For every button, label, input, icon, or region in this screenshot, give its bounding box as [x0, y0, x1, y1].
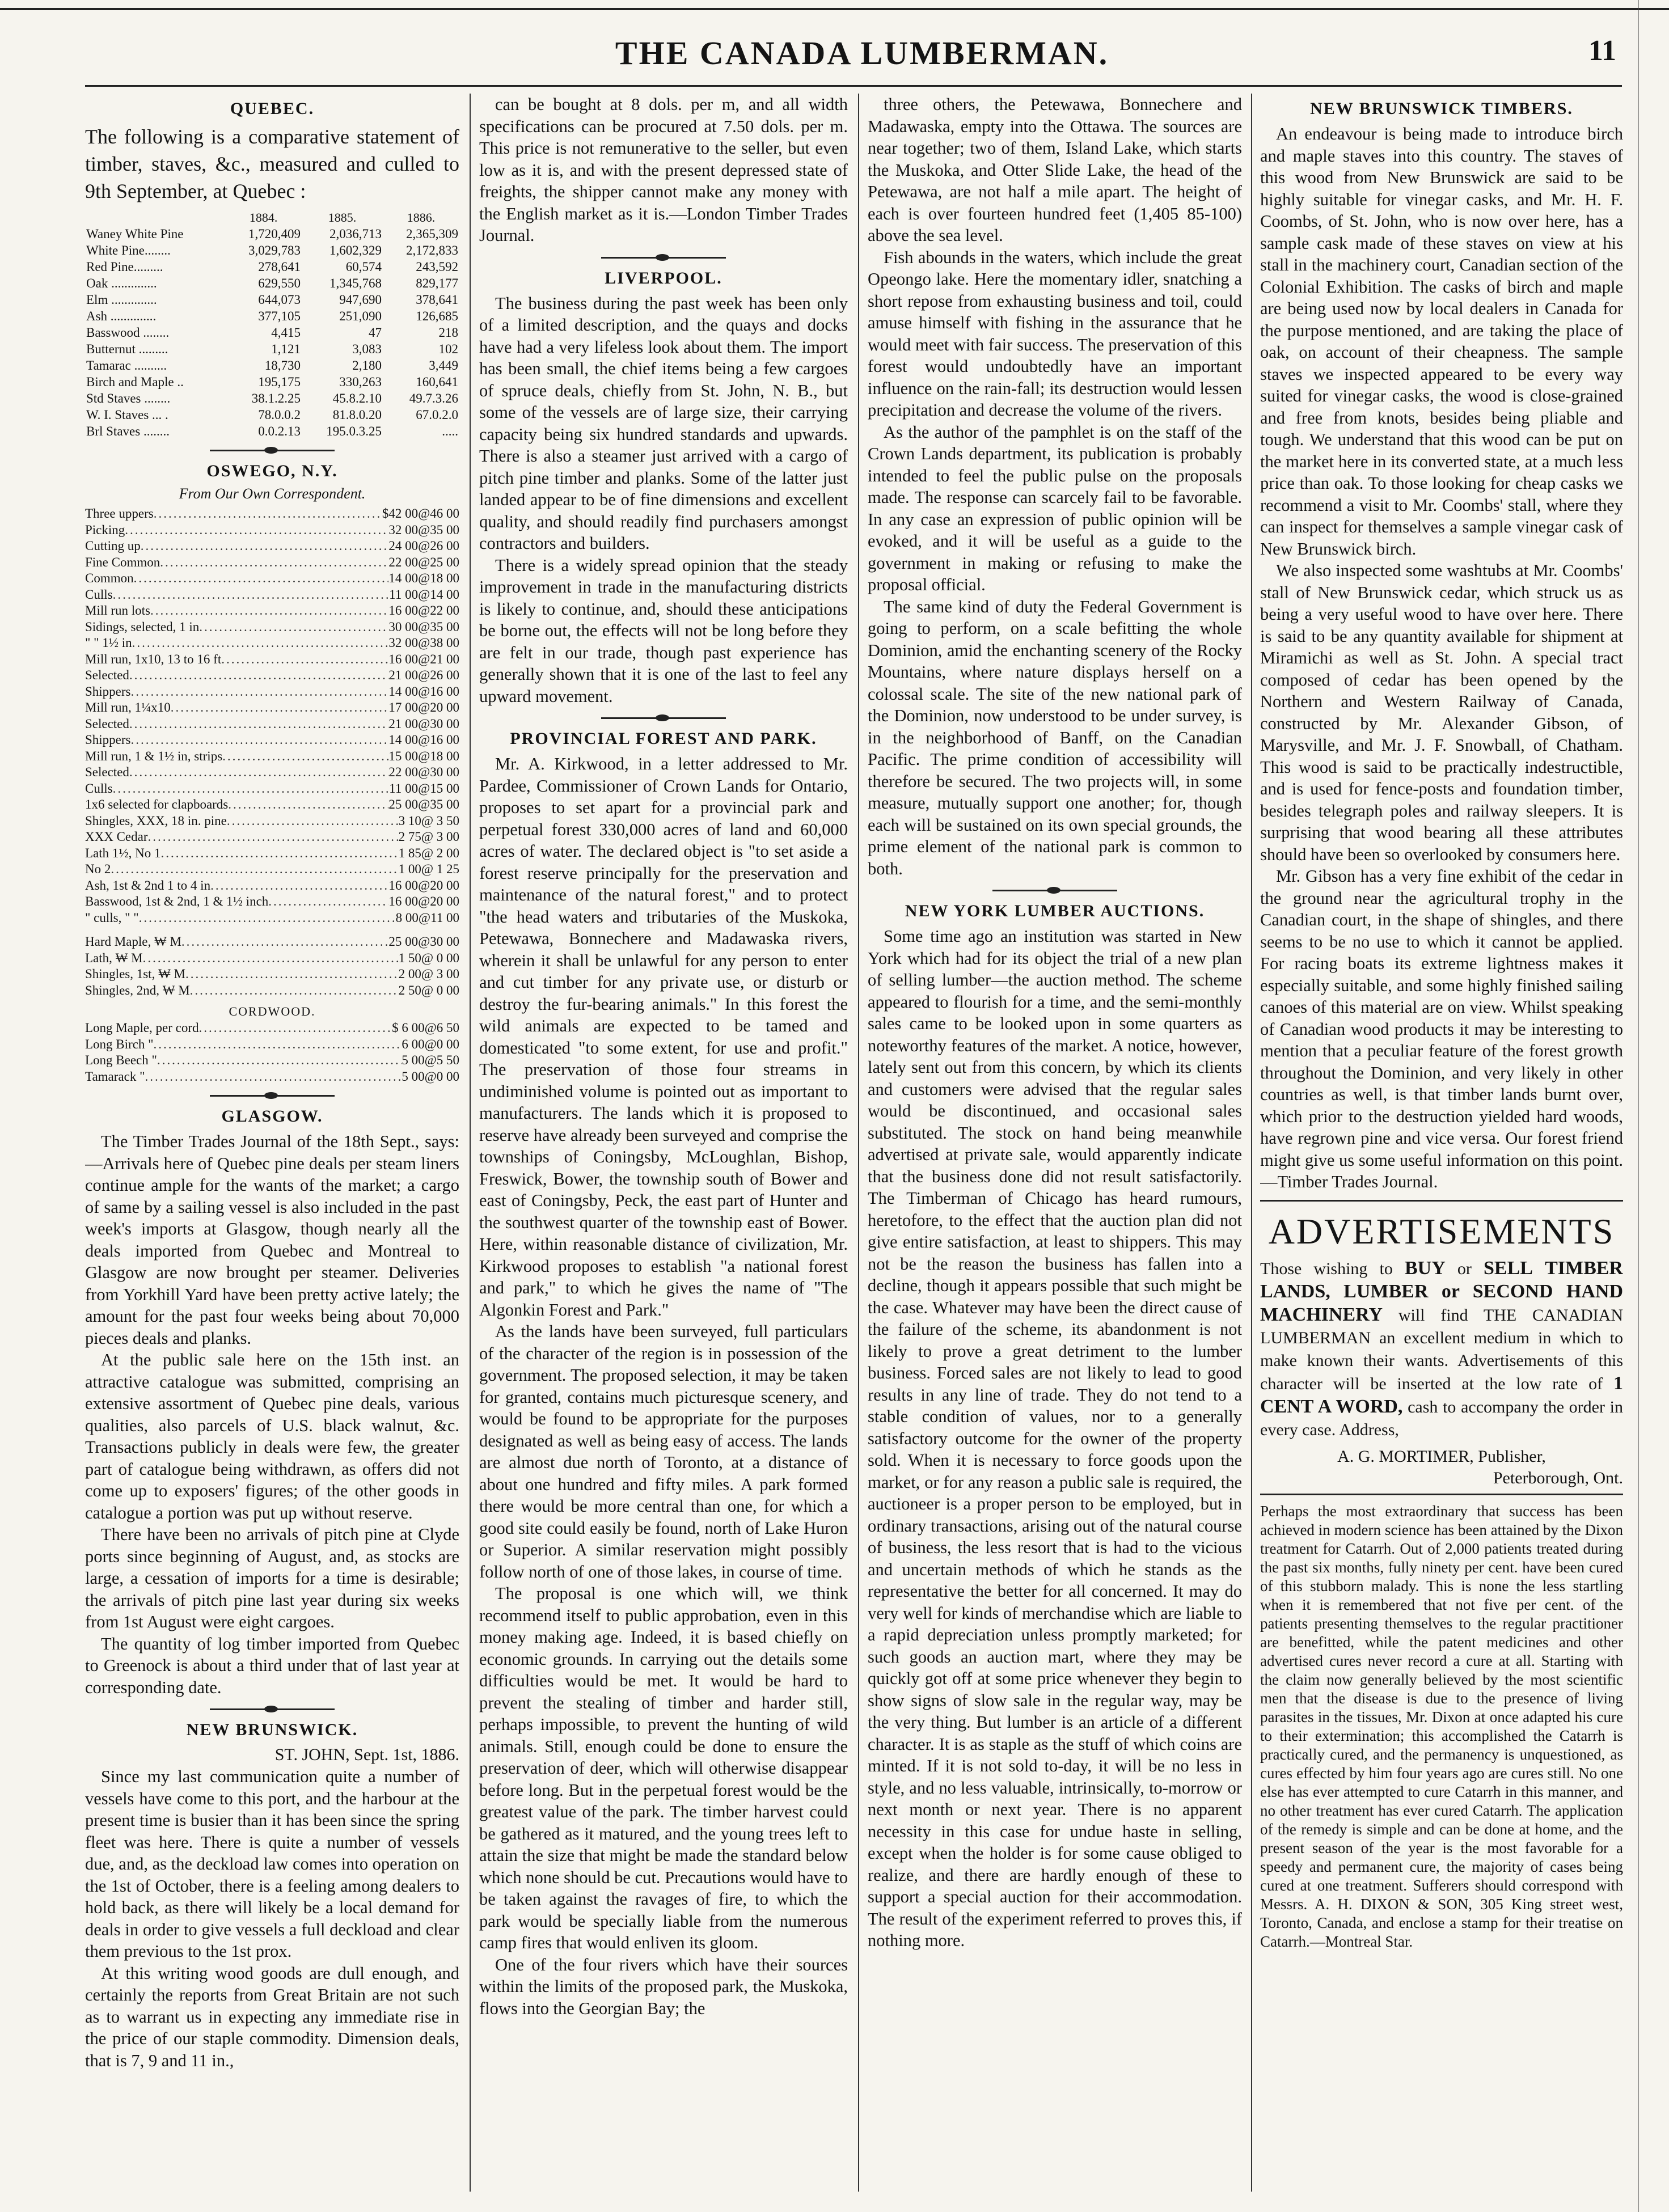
leader-dots	[227, 813, 399, 830]
price-value: 5 00@0 00	[402, 1069, 459, 1084]
new-brunswick-article	[85, 1766, 459, 2071]
section-title-new-brunswick: NEW BRUNSWICK.	[186, 1720, 358, 1739]
leader-dots	[160, 555, 388, 571]
price-item-name: Culls	[85, 781, 113, 796]
leader-dots	[129, 764, 388, 781]
oswego-byline: From Our Own Correspondent.	[179, 485, 366, 502]
page-header	[85, 34, 1639, 85]
timber-quantity: 629,550	[258, 276, 301, 290]
price-row	[85, 570, 459, 587]
quebec-years-row	[85, 209, 459, 226]
price-item-name: Selected	[85, 668, 129, 682]
price-row	[85, 934, 459, 950]
table-row	[85, 226, 459, 242]
price-item-name: Basswood, 1st & 2nd, 1 & 1½ inch	[85, 894, 269, 908]
table-row	[85, 324, 459, 341]
paragraph: Mr. A. Kirkwood, in a letter addressed to Mr. Pardee, Commissioner of Crown Lands for Ontario, proposes to set apart for a provincial park and perpetual forest 330,000 acres of land and 60,000 acres of water. The declared object is "to set aside a forest reserve principally for the preservation and maintenance of the natural forest," and to protect "the head waters and tributaries of the Muskoka, Petewawa, Bonnechere and Madawaska rivers, wherein it shall be unlawful for any person to enter and cut timber for any private use, or disturb or destroy the fur-bearing animals." In this forest the wild animals are expected to be tamed and domesticated "to some extent, for use and profit." The preservation of those four streams in undiminished volume is pointed out as important to manufacturers. The lands which it is proposed to reserve have already been surveyed and comprise the townships of Coningsby, McLoughlan, Bishop, Freswick, Bower, the township south of Bower and east of Coningsby, Peck, the east part of Hunter and the southwest quarter of the township east of Bower. Here, within reasonable distance of civilization, Mr. Kirkwood proposes to establish "a national forest and park," to which he gives the name of "The Algonkin Forest and Park."	[479, 754, 848, 1319]
price-item-name: Mill run, 1¼x10	[85, 700, 171, 714]
section-divider	[210, 1095, 335, 1097]
paragraph: The proposal is one which will, we think recommend itself to public approbation, even in this money making age. Indeed, it is based chiefly on economic grounds. In carrying out the details some difficulties would be met. It would be hard to prevent the stealing of timber and harder still, perhaps impossible, to prevent the hunting of wild animals. Still, enough could be done to ensure the preservation of deer, which will otherwise disappear before long. But in the perpetual forest would be the greatest value of the park. The timber harvest could be gathered as it matured, and the young trees left to attain the size that might be made the standard below which none should be cut. Precautions would have to be taken against the ravages of fire, to which the park would be specially liable from the numerous camp fires that would enliven its gloom.	[479, 1584, 848, 1952]
leader-dots	[143, 950, 399, 967]
paragraph: Since my last communication quite a number of vessels have come to this port, and the harbour at the present time is busier than it has been since the spring fleet was here. There is quite a number of vessels due, and, as the deckload law comes into operation on the 1st of October, there is a feeling among dealers to hold back, as there will likely be a local demand for deals in order to give vessels a full deckload and clear them previous to the 1st prox.	[85, 1767, 459, 1961]
price-value: 1 50@ 0 00	[398, 950, 459, 965]
price-item-name: Long Maple, per cord	[85, 1021, 199, 1035]
price-value: 24 00@26 00	[388, 539, 459, 553]
leader-dots	[181, 934, 388, 950]
publisher-name: A. G. MORTIMER, Publisher,	[1337, 1447, 1546, 1466]
leader-dots	[228, 797, 388, 813]
price-value: 11 00@15 00	[389, 781, 459, 796]
section-title-provincial: PROVINCIAL FOREST AND PARK.	[510, 729, 817, 748]
timber-quantity: 78.0.0.2	[258, 408, 301, 422]
leader-dots	[199, 619, 388, 636]
section-title-liverpool: LIVERPOOL.	[605, 268, 722, 287]
price-item-name: Long Birch "	[85, 1037, 154, 1051]
leader-dots	[161, 845, 399, 862]
column-3	[868, 94, 1242, 2203]
price-row	[85, 894, 459, 910]
price-row	[85, 635, 459, 652]
rate-phrase: 1 CENT A WORD,	[1260, 1372, 1623, 1417]
price-item-name: Shippers	[85, 684, 131, 699]
leader-dots	[131, 684, 389, 700]
price-item-name: Mill run lots	[85, 603, 151, 618]
section-divider	[210, 1708, 335, 1710]
price-row	[85, 684, 459, 700]
price-value: 2 75@ 3 00	[398, 830, 459, 844]
price-item-name: Long Beech "	[85, 1053, 157, 1067]
timber-name: Tamarac ..........	[86, 358, 167, 373]
paragraph: There is a widely spread opinion that the steady improvement in trade in the manufacturing districts is likely to continue, and, should these anticipations be borne out, the effects will not be long before they are felt in our trade, though past experience has generally shown that it is one of the last to feel any upward movement.	[479, 555, 848, 706]
timber-quantity: 67.0.2.0	[416, 408, 458, 422]
column-2	[479, 94, 848, 2203]
price-row	[85, 813, 459, 830]
leader-dots	[141, 538, 389, 555]
price-value: 25 00@35 00	[388, 797, 459, 811]
nb-timbers-article	[1260, 123, 1623, 1193]
price-value: 16 00@22 00	[388, 603, 459, 618]
timber-name: White Pine........	[86, 243, 171, 257]
price-item-name: No 2	[85, 862, 111, 876]
column-divider	[1251, 94, 1252, 2192]
price-value: 14 00@18 00	[388, 571, 459, 585]
paragraph: The business during the past week has been only of a limited description, and the quays and docks have had a very lifeless look about them. The import has been small, the chief items being a few cargoes of spruce deals, chiefly from St. John, N. B., but some of the vessels are of large size, their carrying capacity being six hundred standards and upwards. There is also a steamer just arrived with a cargo of pitch pine timber and planks. Some of the latter just landed appear to be of fine dimensions and excellent quality, and should readily find purchasers amongst contractors and builders.	[479, 293, 848, 553]
price-value: 17 00@20 00	[388, 700, 459, 714]
timber-quantity: 1,345,768	[329, 276, 382, 290]
leader-dots	[129, 716, 388, 733]
timber-quantity: 38.1.2.25	[251, 391, 301, 405]
timber-quantity: 644,073	[258, 293, 301, 307]
price-value: 3 10@ 3 50	[398, 813, 459, 828]
timber-quantity: 3,029,783	[248, 243, 301, 257]
year-header: 1885.	[328, 210, 357, 225]
timber-name: Brl Staves ........	[86, 424, 170, 438]
price-row	[85, 619, 459, 636]
paragraph: Perhaps the most extraordinary that success has been achieved in modern science has been attained by the Dixon treatment for Catarrh. Out of 2,000 patients treated during the past six months, fully ninety per cent. have been cured of this stubborn malady. This is none the less startling when it is remembered that not five per cent. of the patients presenting themselves to the regular practitioner are benefitted, while the patent medicines and other advertised cures never record a cure at all. Starting with the claim now generally believed by the most scientific men that the disease is due to the presence of living parasites in the tissues, Mr. Dixon at once adapted his cure to their extermination; this accomplished the Catarrh is practically cured, and the permanency is unquestioned, as cures effected by him four years ago are cures still. No one else has ever attempted to cure Catarrh in this manner, and no other treatment has ever cured Catarrh. The application of the remedy is simple and can be done at home, and the present season of the year is the most favorable for a speedy and permanent cure, the majority of cases being cured at one treatment. Sufferers should correspond with Messrs. A. H. DIXON & SON, 305 King street west, Toronto, Canada, and enclose a stamp for their treatise on Catarrh.—Montreal Star.	[1260, 1502, 1623, 1950]
leader-dots	[268, 894, 388, 910]
leader-dots	[145, 1069, 402, 1085]
paragraph: As the lands have been surveyed, full particulars of the character of the region is in possession of the government. The proposed selection, it may be taken for granted, contains much picturesque scenery, and would be found to be appropriate for the purposes designated as well as being easy of access. The lands are almost due north of Toronto, at a distance of about one hundred and fifty miles. A park formed there would be more central than one, for which a good site could easily be found, north of Lake Huron or Superior. A similar reservation might possibly follow north of one of those lakes, in course of time.	[479, 1322, 848, 1581]
price-item-name: Three uppers	[85, 506, 154, 521]
table-row	[85, 390, 459, 407]
leader-dots	[139, 910, 396, 927]
paragraph: At this writing wood goods are dull enough, and certainly the reports from Great Britain are not such as to warrant us in expecting any immediate rise in the price of our staple commodity. Dimension deals, that is 7, 9 and 11 in.,	[85, 1963, 459, 2070]
price-value: $ 6 00@6 50	[392, 1021, 459, 1035]
buy-word: BUY	[1405, 1257, 1446, 1279]
leader-dots	[190, 983, 399, 999]
price-item-name: Selected	[85, 716, 129, 731]
section-title-nb-timbers: NEW BRUNSWICK TIMBERS.	[1310, 99, 1573, 118]
price-row	[85, 861, 459, 878]
price-row	[85, 506, 459, 522]
timber-quantity: 218	[438, 325, 458, 340]
price-value: 25 00@30 00	[388, 934, 459, 949]
paragraph: can be bought at 8 dols. per m, and all width specifications can be procured at 7.50 dols. per m. This price is not remunerative to the seller, but even low as it is, and with the present depressed state of freights, the shipper cannot make any money with the English market as it is.—London Timber Trades Journal.	[479, 95, 848, 245]
paragraph: We also inspected some washtubs at Mr. Coombs' stall of New Brunswick cedar, which struck us as being a very useful wood to have over here. There is said to be any quantity available for shipment at Miramichi as well as St. John. A special tract composed of cedar has been opened by the Northern and Western Railway of Canada, constructed by Mr. Alexander Gibson, of Marysville, and Mr. J. F. Snowball, of Chatham. This wood is said to be practically indestructible, and is used for fence-posts and foundation timber, besides telegraph poles and railway sleepers. It is surprising that wood bearing all these attributes should have been so overlooked by consumers here.	[1260, 561, 1623, 864]
leader-dots	[129, 667, 388, 684]
timber-quantity: 947,690	[339, 293, 382, 307]
price-row	[85, 1020, 459, 1037]
table-row	[85, 374, 459, 390]
timber-quantity: 3,083	[352, 342, 382, 356]
paragraph: As the author of the pamphlet is on the staff of the Crown Lands department, its publication is probably intended to feel the public pulse on the proposals made. The response can scarcely fail to be favorable. In any case an expression of public opinion will be evoked, and it will be useful as a guide to the government in making or refusing to make the proposal official.	[868, 422, 1242, 594]
timber-name: Basswood ........	[86, 325, 170, 340]
timber-name: Oak ..............	[86, 276, 157, 290]
timber-quantity: 102	[438, 342, 458, 356]
leader-dots	[148, 829, 399, 845]
price-item-name: Sidings, selected, 1 in	[85, 619, 200, 634]
paragraph: There have been no arrivals of pitch pine at Clyde ports since beginning of August, and, as stocks are large, a cessation of imports for a time is desirable; the arrivals of pitch pine last year during six weeks from 1st August were eight cargoes.	[85, 1525, 459, 1631]
price-row	[85, 878, 459, 894]
leader-dots	[132, 635, 389, 652]
leader-dots	[210, 878, 388, 894]
leader-dots	[171, 700, 389, 716]
dateline: ST. JOHN, Sept. 1st, 1886.	[274, 1745, 459, 1764]
quebec-table	[85, 209, 459, 439]
paragraph: At the public sale here on the 15th inst. an attractive catalogue was submitted, comprising an extensive assortment of Quebec pine deals, various qualities, also parcels of U.S. black walnut, &c. Transactions publicly in deals were few, the greater part of catalogue being withdrawn, as offers did not come up to exposers' figures; of the other goods in catalogue a portion was put up without reserve.	[85, 1350, 459, 1522]
price-value: 1 85@ 2 00	[398, 845, 459, 860]
timber-quantity: 251,090	[339, 309, 382, 323]
price-row	[85, 781, 459, 797]
price-item-name: Lath 1½, No 1	[85, 845, 161, 860]
leader-dots	[221, 652, 388, 668]
paragraph: Some time ago an institution was started in New York which had for its object the trial of a new plan of selling lumber—the auction method. The scheme appeared to flourish for a time, and the semi-monthly sales came to be looked upon in some quarters as noteworthy features of the market. A notice, however, lately sent out from this concern, by which its clients and customers were advised that the regular sales would be discontinued, and occasional sales substituted. The stock on hand being meanwhile advertised at private sale, would apparently indicate that the business done did not result satisfactorily. The Timberman of Chicago has heard rumours, heretofore, to the effect that the auction plan did not give entire satisfaction, at least to shippers. This may not be the reason the business has fallen into a decline, though it appears possible that such might be the case. Whatever may have been the direct cause of the failure of the scheme, its abandonment is not likely to prove a great detriment to the lumber business. Forced sales are not likely to lead to good results in any line of trade. They do not tend to a stable condition of values, nor to a generally satisfactory outcome for the owner of the property sold. When it is necessary to force goods upon the market, or for any reason a public sale is required, the auctioneer is a proper person to be employed, but in ordinary transactions, arising out of the natural course of business, the less resort that is had to the vicious and uncertain methods of which he stands as the representative the better for all concerned. It may do very well for kinds of merchandise which are liable to a rapid depreciation unless promptly marketed; for such goods an auction mart, where they may be quickly got off at some price whenever they begin to show signs of slow sale in the regular way, may be the very thing. But lumber is an article of a different character. It is as staple as the stuff of which coins are minted. If it is not sold to-day, it will be no less in style, and no less valuable, intrinsically, to-morrow or next month or next year. There is no apparent necessity in this case for undue haste in selling, except when the holder is for some cause obliged to realize, and there are hardly enough of these to support a special auction for their accommodation. The result of the experiment referred to proves this, if nothing more.	[868, 927, 1242, 1950]
year-header: 1886.	[407, 210, 436, 225]
section-divider	[210, 450, 335, 451]
price-value: 6 00@0 00	[402, 1037, 459, 1051]
leader-dots	[125, 522, 388, 539]
paragraph: three others, the Petewawa, Bonnechere and Madawaska, empty into the Ottawa. The sources are near together; two of them, Island Lake, which starts the Muskoka, and Otter Slide Lake, the head of the Petewawa, are not half a mile apart. The height of each is over fourteen hundred feet (1,405 85-100) above the sea level.	[868, 95, 1242, 245]
price-row	[85, 652, 459, 668]
price-row	[85, 950, 459, 967]
price-item-name: Lath, ₩ M	[85, 950, 143, 965]
quebec-lead: The following is a comparative statement of timber, staves, &c., measured and culled to 9th September, at Quebec :	[85, 125, 459, 202]
price-item-name: Shingles, 2nd, ₩ M	[85, 983, 190, 997]
price-value: 1 00@ 1 25	[398, 862, 459, 876]
leader-dots	[131, 732, 389, 748]
top-rule	[0, 8, 1669, 10]
price-item-name: Shingles, 1st, ₩ M	[85, 967, 185, 981]
price-row	[85, 732, 459, 748]
timber-quantity: 160,641	[416, 375, 458, 389]
timber-quantity: 81.8.0.20	[332, 408, 382, 422]
timber-quantity: 4,415	[271, 325, 301, 340]
timber-quantity: 0.0.2.13	[258, 424, 301, 438]
price-item-name: Mill run, 1 & 1½ in, strips	[85, 748, 223, 763]
price-value: 2 00@ 3 00	[398, 967, 459, 981]
column-4	[1260, 94, 1623, 2203]
leader-dots	[154, 1037, 402, 1053]
price-item-name: " " 1½ in	[85, 636, 132, 650]
price-value: 11 00@14 00	[389, 587, 459, 602]
timber-quantity: 3,449	[429, 358, 458, 373]
cordwood-heading: CORDWOOD.	[229, 1004, 316, 1018]
price-value: 32 00@38 00	[388, 636, 459, 650]
timber-name: Birch and Maple ..	[86, 375, 184, 389]
price-item-name: Culls	[85, 587, 113, 602]
price-item-name: Cutting up	[85, 539, 141, 553]
timber-lands-phrase: TIMBER LANDS, LUMBER or SECOND HAND MACHINERY	[1260, 1257, 1623, 1325]
price-row	[85, 910, 459, 927]
price-item-name: Picking	[85, 522, 125, 537]
price-item-name: Tamarack "	[85, 1069, 145, 1084]
publisher-location: Peterborough, Ont.	[1493, 1468, 1623, 1487]
price-value: 16 00@20 00	[388, 878, 459, 893]
table-row	[85, 291, 459, 308]
timber-quantity: 377,105	[258, 309, 301, 323]
column-1	[85, 94, 459, 2203]
leader-dots	[185, 966, 399, 983]
price-row	[85, 587, 459, 603]
price-row	[85, 829, 459, 845]
column-divider	[470, 94, 471, 2192]
price-value: 14 00@16 00	[388, 684, 459, 699]
paragraph: The Timber Trades Journal of the 18th Sept., says:—Arrivals here of Quebec pine deals per steam liners continue ample for the wants of the market; a cargo of same by a sailing vessel is also included in the past week's imports at Glasgow, though nearly all the deals imported from Quebec and Montreal to Glasgow are now brought per steamer. Deliveries from Yorkhill Yard have been pretty active lately; the amount for the past four weeks being about 70,000 pieces deals and planks.	[85, 1132, 459, 1348]
continued-article	[479, 94, 848, 247]
price-value: 8 00@11 00	[395, 910, 459, 925]
price-value: 21 00@30 00	[388, 716, 459, 731]
leader-dots	[150, 603, 388, 619]
timber-quantity: 18,730	[264, 358, 301, 373]
paragraph: Mr. Gibson has a very fine exhibit of the cedar in the ground near the agricultural trophy in the Canadian court, in the shape of shingles, and there seems to be no use to which it cannot be applied. For racing boats its extreme lightness makes it especially suitable, and some highly finished sailing canoes of this material are on view. Whilst speaking of Canadian wood products it may be interesting to mention that a peculiar feature of the forest growth throughout the Dominion, and very likely in other countries as well, is that timber lands burnt over, which prior to the destruction yielded hard woods, have regrown pine and vice versa. Our forest friend might give us some useful information on this point.—Timber Trades Journal.	[1260, 866, 1623, 1191]
advertisements-title: ADVERTISEMENTS	[1268, 1211, 1615, 1251]
timber-quantity: 126,685	[416, 309, 458, 323]
paragraph: An endeavour is being made to introduce birch and maple staves into this country. The staves of this wood from New Brunswick are said to be highly suitable for vinegar casks, and Mr. H. F. Coombs, of St. John, who is now over here, has a sample cask made of these staves on view at his stall in the machinery court, Canadian section of the Colonial Exhibition. The casks of birch and maple are being used now by local dealers in Canada for the purpose mentioned, and are taking the place of oak, on account of their cheapness. The sample staves we inspected appeared to be every way suited for vinegar casks, the wood is close-grained and free from knots, besides being pliable and tough. We understand that this wood can be put on the market here in its converted state, at a much less price than oak. To those looking for cheap casks we recommend a visit to Mr. Coombs' stall, where they can inspect for themselves a sample vinegar cask of New Brunswick birch.	[1260, 124, 1623, 559]
timber-quantity: 378,641	[416, 293, 458, 307]
price-item-name: Ash, 1st & 2nd 1 to 4 in	[85, 878, 211, 893]
page-number: 11	[1588, 35, 1616, 67]
scan-edge	[1638, 0, 1639, 2212]
timber-quantity: 45.8.2.10	[332, 391, 382, 405]
timber-quantity: 47	[369, 325, 382, 340]
timber-quantity: 1,602,329	[329, 243, 382, 257]
table-row	[85, 275, 459, 291]
section-divider	[601, 257, 726, 259]
price-row	[85, 1037, 459, 1053]
timber-quantity: 278,641	[258, 260, 301, 274]
year-header: 1884.	[249, 210, 278, 225]
leader-dots	[154, 506, 382, 522]
section-title-oswego: OSWEGO, N.Y.	[206, 462, 338, 480]
advertisement-text: Those wishing to BUY or SELL TIMBER LANDS, LUMBER or SECOND HAND MACHINERY will find THE CANADIAN LUMBERMAN an excellent medium in which to make known their wants. Advertisements of this character will be inserted at the low rate of 1 CENT A WORD, cash to accompany the order in every case. Address,	[1260, 1257, 1623, 1439]
price-row	[85, 966, 459, 983]
price-value: 14 00@16 00	[388, 733, 459, 747]
paragraph: Fish abounds in the waters, which include the great Opeongo lake. Here the momentary idler, snatching a short repose from exhausting business and toil, could amuse himself with fishing in the assurance that he would meet with fair success. The preservation of this forest would undoubtedly have an important influence on the rain-fall; its destruction would lessen precipitation and decrease the volume of the rivers.	[868, 247, 1242, 420]
leader-dots	[134, 570, 389, 587]
table-row	[85, 423, 459, 439]
price-row	[85, 797, 459, 813]
oswego-price-list-2	[85, 934, 459, 999]
timber-quantity: 829,177	[416, 276, 458, 290]
price-value: 21 00@26 00	[388, 668, 459, 682]
cordwood-price-list	[85, 1020, 459, 1085]
timber-quantity: 2,172,833	[406, 243, 458, 257]
timber-name: Ash ..............	[86, 309, 157, 323]
provincial-article	[479, 753, 848, 2019]
price-value: 22 00@25 00	[388, 555, 459, 569]
timber-quantity: 1,121	[271, 342, 301, 356]
timber-quantity: 195.0.3.25	[326, 424, 382, 438]
timber-quantity: 1,720,409	[248, 227, 301, 241]
timber-quantity: 243,592	[416, 260, 458, 274]
price-value: 32 00@35 00	[388, 522, 459, 537]
leader-dots	[111, 861, 398, 878]
section-title-glasgow: GLASGOW.	[221, 1107, 323, 1126]
timber-name: Elm ..............	[86, 293, 157, 307]
timber-quantity: 2,180	[352, 358, 382, 373]
table-row	[85, 341, 459, 357]
price-item-name: 1x6 selected for clapboards	[85, 797, 229, 811]
price-item-name: " culls, " "	[85, 910, 139, 925]
paragraph: The same kind of duty the Federal Government is going to perform, on a scale befitting the whole Dominion, amid the enchanting scenery of the Rocky Mountains, where nature displays herself on a colossal scale. The site of the new national park of the Dominion, now understood to be under survey, is in the neighborhood of Banff, on the Canadian Pacific. The prime condition of accessibility will therefore be secured. The two projects will, in some measure, mutually support one another; for, though each will be sustained on its own special grounds, the prime element of the national park is common to both.	[868, 597, 1242, 878]
price-value: $42 00@46 00	[382, 506, 459, 521]
price-row	[85, 700, 459, 716]
timber-quantity: .....	[442, 424, 458, 438]
leader-dots	[113, 587, 390, 603]
section-title-quebec: QUEBEC.	[230, 99, 315, 118]
price-value: 2 50@ 0 00	[398, 983, 459, 997]
price-item-name: Shingles, XXX, 18 in. pine	[85, 813, 227, 828]
price-value: 15 00@18 00	[388, 748, 459, 763]
paragraph: The quantity of log timber imported from Quebec to Greenock is about a third under that of last year at corresponding date.	[85, 1634, 459, 1697]
timber-quantity: 2,365,309	[406, 227, 458, 241]
glasgow-article	[85, 1131, 459, 1698]
price-row	[85, 522, 459, 539]
price-value: 30 00@35 00	[388, 619, 459, 634]
price-row	[85, 764, 459, 781]
table-row	[85, 357, 459, 374]
ny-auctions-article	[868, 925, 1242, 1952]
price-item-name: Hard Maple, ₩ M	[85, 934, 181, 949]
price-row	[85, 603, 459, 619]
catarrh-notice	[1260, 1502, 1623, 1951]
price-item-name: Mill run, 1x10, 13 to 16 ft	[85, 652, 222, 666]
price-item-name: Common	[85, 571, 134, 585]
liverpool-article	[479, 293, 848, 708]
paragraph: One of the four rivers which have their sources within the limits of the proposed park, the Muskoka, flows into the Georgian Bay; the	[479, 1955, 848, 2018]
price-row	[85, 667, 459, 684]
timber-name: Butternut .........	[86, 342, 168, 356]
column-divider	[858, 94, 859, 2192]
section-divider	[992, 890, 1117, 891]
timber-name: Waney White Pine	[86, 227, 184, 241]
price-row	[85, 748, 459, 765]
price-item-name: XXX Cedar	[85, 830, 148, 844]
leader-dots	[222, 748, 388, 765]
header-rule	[85, 85, 1622, 87]
price-row	[85, 845, 459, 862]
price-row	[85, 538, 459, 555]
price-row	[85, 1069, 459, 1085]
table-row	[85, 259, 459, 275]
advertisements-box	[1260, 1200, 1623, 1495]
leader-dots	[157, 1052, 402, 1069]
price-row	[85, 555, 459, 571]
leader-dots	[199, 1020, 392, 1037]
timber-quantity: 330,263	[339, 375, 382, 389]
timber-name: Std Staves ........	[86, 391, 171, 405]
price-value: 22 00@30 00	[388, 765, 459, 779]
price-item-name: Selected	[85, 765, 129, 779]
timber-quantity: 49.7.3.26	[409, 391, 458, 405]
section-divider	[601, 717, 726, 719]
masthead-title: THE CANADA LUMBERMAN.	[615, 35, 1109, 71]
table-row	[85, 407, 459, 423]
price-value: 16 00@21 00	[388, 652, 459, 666]
timber-quantity: 195,175	[258, 375, 301, 389]
price-value: 5 00@5 50	[402, 1053, 459, 1067]
timber-name: Red Pine.........	[86, 260, 163, 274]
timber-quantity: 2,036,713	[329, 227, 382, 241]
price-value: 16 00@20 00	[388, 894, 459, 908]
section-title-ny-auctions: NEW YORK LUMBER AUCTIONS.	[905, 902, 1205, 920]
price-row	[85, 983, 459, 999]
price-row	[85, 716, 459, 733]
oswego-price-list	[85, 506, 459, 926]
table-row	[85, 242, 459, 259]
price-item-name: Fine Common	[85, 555, 160, 569]
table-row	[85, 308, 459, 324]
timber-quantity: 60,574	[345, 260, 382, 274]
price-row	[85, 1052, 459, 1069]
timber-name: W. I. Staves ... .	[86, 408, 168, 422]
leader-dots	[113, 781, 390, 797]
sell-word: SELL	[1484, 1257, 1533, 1279]
continued-article	[868, 94, 1242, 879]
price-item-name: Shippers	[85, 733, 131, 747]
